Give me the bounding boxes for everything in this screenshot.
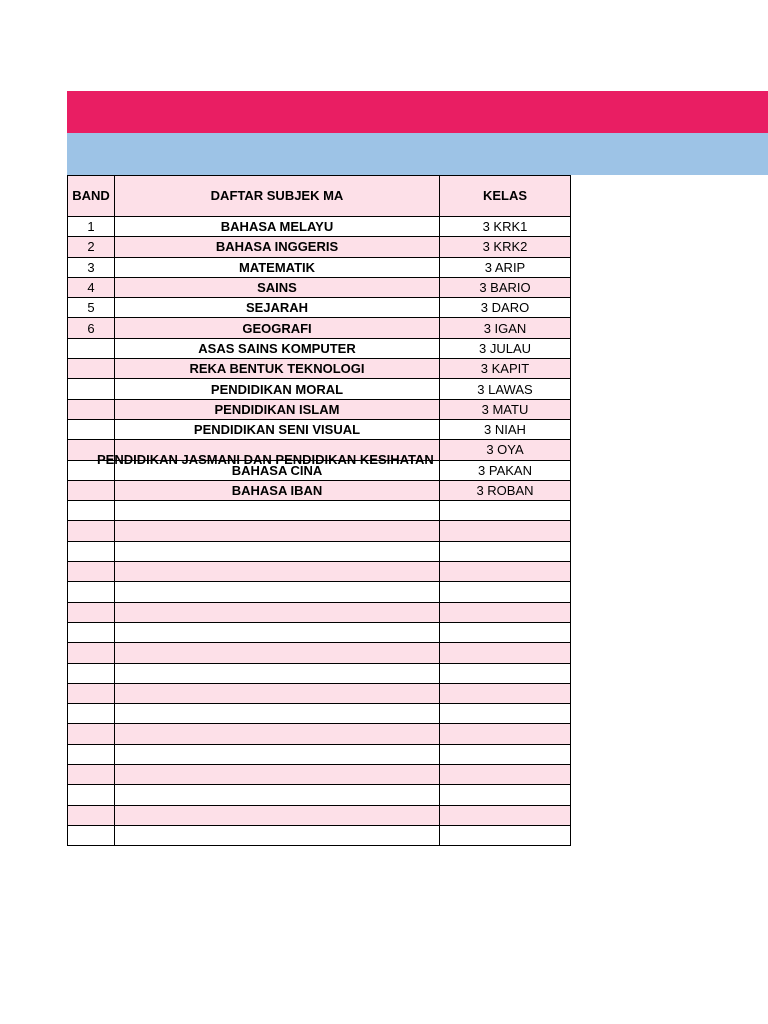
subject-cell[interactable] [115,501,440,521]
band-cell[interactable] [68,582,115,602]
subject-cell[interactable]: BAHASA INGGERIS [115,237,440,257]
band-cell[interactable] [68,379,115,399]
subject-cell[interactable]: PENDIDIKAN MORAL [115,379,440,399]
table-row [68,582,571,602]
kelas-cell[interactable] [440,602,571,622]
table-row [68,805,571,825]
band-cell[interactable] [68,785,115,805]
subject-cell[interactable] [115,562,440,582]
subject-cell[interactable]: PENDIDIKAN SENI VISUAL [115,419,440,439]
table-row [68,825,571,845]
kelas-cell[interactable]: 3 BARIO [440,277,571,297]
band-cell[interactable]: 2 [68,237,115,257]
kelas-cell[interactable]: 3 LAWAS [440,379,571,399]
table-row [68,643,571,663]
kelas-cell[interactable] [440,501,571,521]
table-row [68,521,571,541]
subject-cell[interactable] [115,582,440,602]
subject-cell[interactable]: PENDIDIKAN ISLAM [115,399,440,419]
kelas-cell[interactable]: 3 KRK1 [440,217,571,237]
table-row [68,683,571,703]
subject-cell[interactable]: REKA BENTUK TEKNOLOGI [115,359,440,379]
table-row [68,765,571,785]
band-cell[interactable] [68,643,115,663]
table-row [68,440,571,460]
subject-cell[interactable] [115,744,440,764]
subject-cell[interactable] [115,622,440,642]
kelas-cell[interactable]: 3 NIAH [440,419,571,439]
kelas-cell[interactable]: 3 ARIP [440,257,571,277]
table-row [68,277,571,297]
band-cell[interactable] [68,765,115,785]
table-row [68,622,571,642]
table-row [68,541,571,561]
kelas-cell[interactable] [440,683,571,703]
table-row [68,379,571,399]
subject-cell[interactable] [115,765,440,785]
band-cell[interactable] [68,521,115,541]
band-cell[interactable] [68,724,115,744]
kelas-cell[interactable]: 3 OYA [440,440,571,460]
table-row [68,480,571,500]
table-row [68,318,571,338]
kelas-cell[interactable] [440,805,571,825]
table-row [68,724,571,744]
band-cell[interactable]: 1 [68,217,115,237]
table-row [68,217,571,237]
table-row [68,338,571,358]
table-row [68,562,571,582]
subject-cell[interactable] [97,440,440,467]
table-row [68,399,571,419]
subtitle-bar [67,133,768,175]
table-row [68,359,571,379]
kelas-cell[interactable] [440,744,571,764]
table-row [68,298,571,318]
kelas-cell[interactable] [440,785,571,805]
band-cell[interactable]: 6 [68,318,115,338]
kelas-cell[interactable]: 3 DARO [440,298,571,318]
kelas-cell[interactable]: 3 MATU [440,399,571,419]
subject-cell[interactable] [115,805,440,825]
kelas-cell[interactable] [440,765,571,785]
subject-cell[interactable]: BAHASA MELAYU [115,217,440,237]
subject-cell[interactable]: GEOGRAFI [115,318,440,338]
band-cell[interactable]: 5 [68,298,115,318]
band-cell[interactable] [68,480,115,500]
band-cell[interactable] [68,683,115,703]
subject-cell[interactable] [115,541,440,561]
band-cell[interactable] [68,338,115,358]
subject-cell[interactable]: SAINS [115,277,440,297]
table-row [68,663,571,683]
band-cell[interactable] [68,602,115,622]
kelas-cell[interactable]: 3 PAKAN [440,460,571,480]
kelas-cell[interactable] [440,541,571,561]
band-cell[interactable]: 3 [68,257,115,277]
kelas-cell[interactable] [440,582,571,602]
band-cell[interactable] [68,419,115,439]
band-cell[interactable] [68,562,115,582]
kelas-cell[interactable]: 3 JULAU [440,338,571,358]
band-cell[interactable] [68,704,115,724]
subject-cell[interactable] [115,825,440,845]
table-row [68,419,571,439]
kelas-cell[interactable]: 3 KRK2 [440,237,571,257]
kelas-cell[interactable]: 3 ROBAN [440,480,571,500]
kelas-cell[interactable] [440,663,571,683]
kelas-cell[interactable] [440,643,571,663]
kelas-cell[interactable] [440,704,571,724]
band-cell[interactable] [68,744,115,764]
band-cell[interactable] [68,501,115,521]
kelas-cell[interactable] [440,724,571,744]
header-row [68,176,571,217]
band-cell[interactable] [68,359,115,379]
header-band: BAND [68,176,115,217]
kelas-cell[interactable]: 3 KAPIT [440,359,571,379]
subject-cell[interactable] [115,704,440,724]
band-cell[interactable]: 4 [68,277,115,297]
subject-cell[interactable]: ASAS SAINS KOMPUTER [115,338,440,358]
table-row [68,602,571,622]
subject-cell[interactable]: BAHASA CINA [115,460,440,480]
band-cell[interactable] [68,541,115,561]
kelas-cell[interactable] [440,622,571,642]
band-cell[interactable] [68,399,115,419]
kelas-cell[interactable] [440,825,571,845]
header-subject: DAFTAR SUBJEK MA [115,176,440,217]
title-bar [67,91,768,133]
band-cell[interactable] [68,805,115,825]
table-row [68,501,571,521]
subject-table [67,175,571,846]
subject-cell[interactable] [115,602,440,622]
band-cell[interactable] [68,825,115,845]
table-row [68,237,571,257]
subject-cell[interactable] [115,683,440,703]
kelas-cell[interactable]: 3 IGAN [440,318,571,338]
subject-cell-text: PENDIDIKAN JASMANI DAN PENDIDIKAN KESIHATAN [97,451,434,467]
band-cell[interactable] [68,663,115,683]
kelas-cell[interactable] [440,521,571,541]
subject-cell[interactable] [115,521,440,541]
subject-cell[interactable] [115,663,440,683]
table-row [68,744,571,764]
band-cell[interactable] [68,622,115,642]
subject-cell[interactable] [115,643,440,663]
kelas-cell[interactable] [440,562,571,582]
header-kelas: KELAS [440,176,571,217]
subject-cell[interactable] [115,724,440,744]
table-row [68,785,571,805]
subject-cell[interactable]: SEJARAH [115,298,440,318]
subject-cell[interactable]: MATEMATIK [115,257,440,277]
subject-cell[interactable]: BAHASA IBAN [115,480,440,500]
table-row [68,704,571,724]
subject-cell[interactable] [115,785,440,805]
table-row [68,257,571,277]
